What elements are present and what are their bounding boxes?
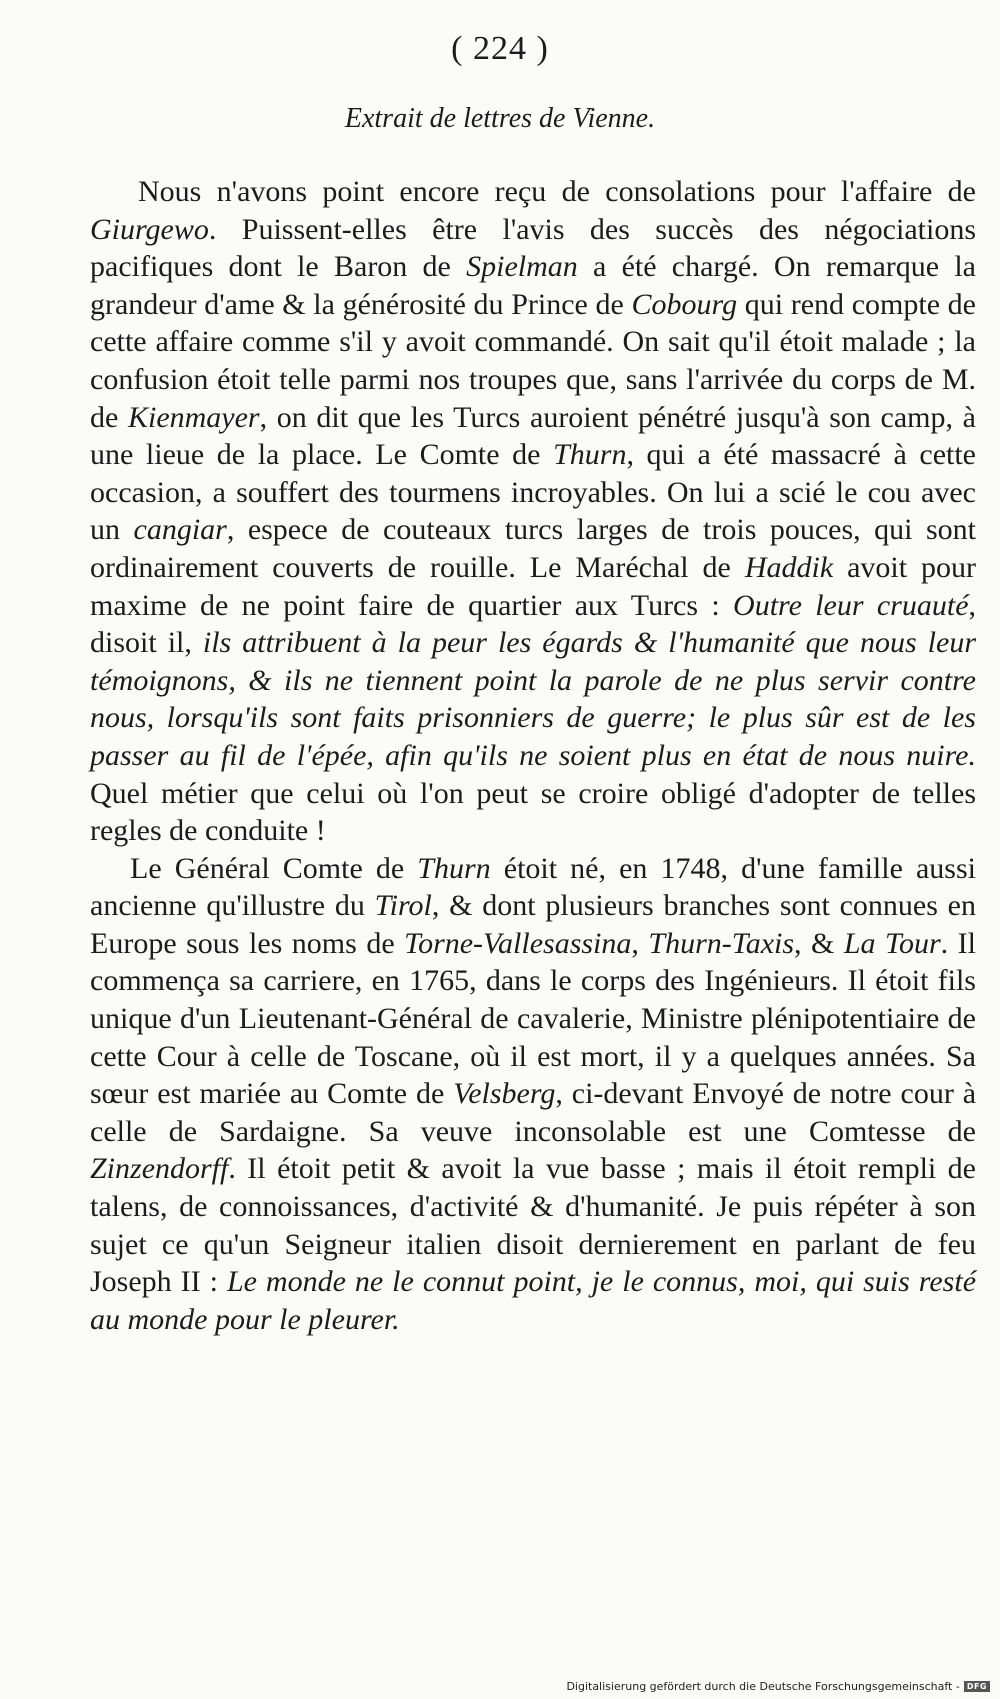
italic-run: Velsberg — [453, 1077, 556, 1111]
text-run: Le Général Comte de — [130, 851, 418, 885]
section-heading: Extrait de lettres de Vienne. — [344, 103, 656, 134]
text-run: , on dit que les Turcs auroient pénétré jusqu'à son camp, à une lieue de la place. Le Comte de — [90, 400, 976, 472]
text-run: , — [631, 926, 649, 960]
italic-run: Kienmayer — [127, 400, 260, 434]
italic-run: Outre leur cruauté — [733, 588, 969, 622]
text-run: , ci-devant Envoyé de notre cour à celle de Sardaigne. Sa veuve inconsolable est une Comtesse de — [90, 1077, 977, 1148]
credit-text: Digitalisierung gefördert durch die Deutsche Forschungsgemeinschaft - — [566, 1680, 960, 1693]
italic-run: Le monde ne le connut point, je le connus, moi, qui suis resté au monde pour le pleurer. — [90, 1265, 977, 1336]
italic-run: Zinzendorff — [90, 1152, 229, 1186]
text-run: Quel métier que celui où l'on peut se croire obligé d'adopter de telles regles de conduite ! — [90, 776, 976, 848]
digitization-credit — [566, 1680, 990, 1693]
text-run: . Puissent-elles être l'avis des succès des négociations pacifiques dont le Baron de — [90, 212, 976, 284]
text-run: . Il commença sa carriere, en 1765, dans le corps des Ingénieurs. Il étoit fils unique d'un Lieutenant-Général de cavalerie, Ministre plénipotentiaire de cette Cour à celle de Toscane, où il est mort, il y a quelques années. Sa sœur est mariée au Comte de — [90, 926, 976, 1111]
text-run: , disoit il, — [90, 588, 977, 660]
text-run: qui rend compte de cette affaire comme s'il y avoit commandé. On sait qu'il étoit malade ; la confusion étoit telle parmi nos troupes que, sans l'arrivée du corps de M. de — [90, 287, 976, 434]
italic-run: Thurn — [417, 851, 491, 885]
italic-run: Haddik — [744, 550, 834, 584]
italic-run: ils attribuent à la peur les égards & l'humanité que nous leur témoignons, & ils ne tiennent point la parole de ne plus servir contre nous, lorsqu'ils sont faits prisonniers de guerre; le plus sûr est de les passer au fil de l'épée, afin qu'ils ne soient plus en état de nous nuire. — [90, 626, 976, 772]
paragraph-1 — [90, 173, 976, 850]
text-run: , & dont plusieurs branches sont connues en Europe sous les noms de — [90, 889, 976, 960]
italic-run: cangiar — [133, 513, 227, 547]
italic-run: Tirol — [374, 889, 432, 923]
text-run: , & — [794, 926, 844, 960]
italic-run: Thurn-Taxis — [648, 926, 795, 960]
body-text — [90, 173, 976, 1338]
italic-run: Giurgewo — [90, 212, 209, 246]
paragraph-2 — [90, 850, 976, 1339]
text-run: , qui a été massacré à cette occasion, a souffert des tourmens incroyables. On lui a scié le cou avec un — [90, 438, 976, 547]
italic-run: La Tour — [843, 926, 941, 960]
italic-run: Spielman — [466, 250, 578, 284]
text-run: étoit né, en 1748, d'une famille aussi ancienne qu'illustre du — [90, 851, 976, 923]
italic-run: Torne-Vallesassina — [404, 926, 632, 960]
page-number: ( 224 ) — [451, 30, 549, 67]
italic-run: Cobourg — [631, 287, 738, 321]
text-run: , espece de couteaux turcs larges de trois pouces, qui sont ordinairement couverts de rouille. Le Maréchal de — [90, 513, 976, 584]
text-run: a été chargé. On remarque la grandeur d'ame & la générosité du Prince de — [90, 250, 976, 321]
italic-run: Thurn — [553, 438, 627, 472]
text-run: Nous n'avons point encore reçu de consolations pour l'affaire de — [138, 175, 976, 208]
dfg-logo: DFG — [964, 1681, 990, 1692]
text-run: . Il étoit petit & avoit la vue basse ; mais il étoit rempli de talens, de connoissances, d'activité & d'humanité. Je puis répéter à son sujet ce qu'un Seigneur italien disoit dernierement en parlant de feu Joseph II : — [90, 1152, 976, 1299]
text-run: avoit pour maxime de ne point faire de quartier aux Turcs : — [90, 550, 976, 622]
